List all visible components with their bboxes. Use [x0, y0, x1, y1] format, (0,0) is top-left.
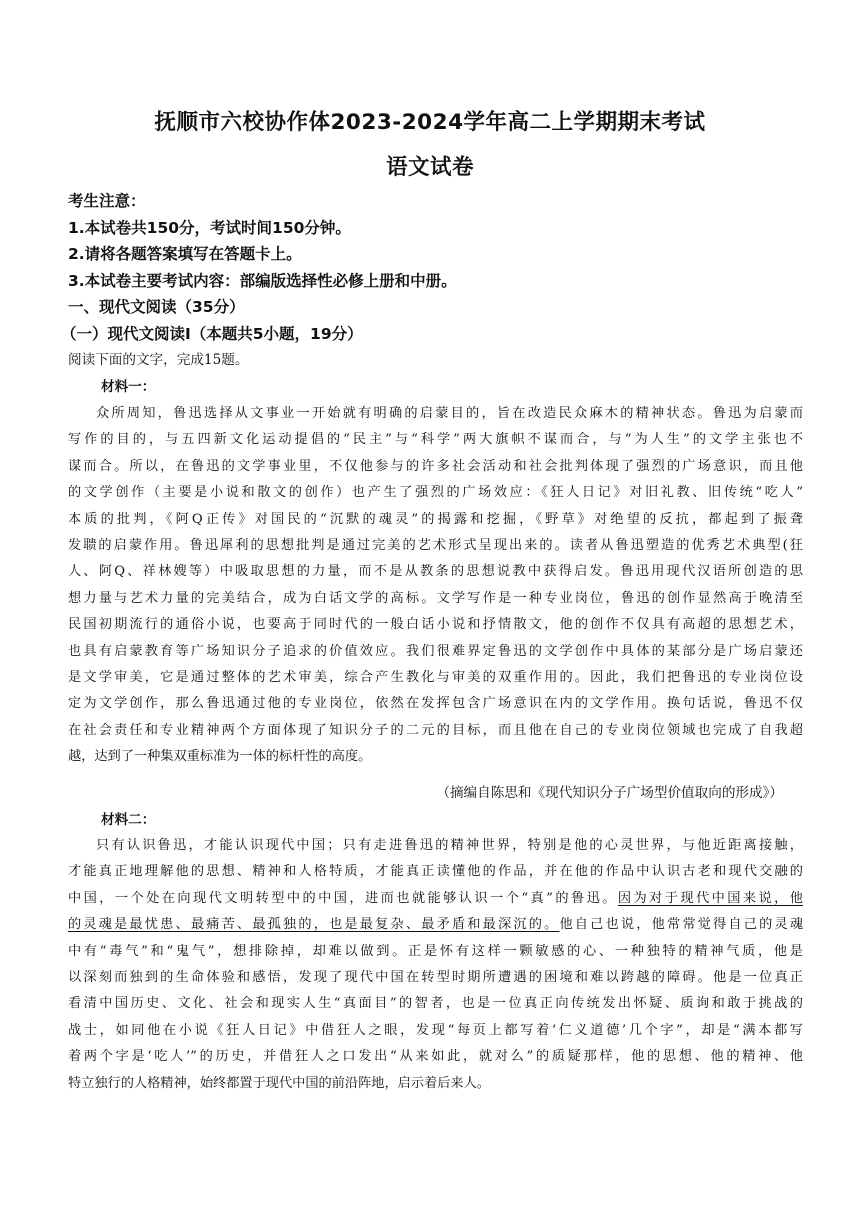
- material-2-line: [68, 912, 803, 938]
- material-2-line: 着两个字是‘吃人’”的历史，并借狂人之口发出“从来如此，就对么”的质疑那样，他的思想、他的精神、他: [68, 1049, 803, 1065]
- material-1-line: 谋而合。所以，在鲁迅的文学事业里，不仅他参与的许多社会活动和社会批判体现了强烈的广场意识，而且他: [68, 458, 803, 474]
- material-1-line: 写作的目的，与五四新文化运动提倡的“民主”与“科学”两大旗帜不谋而合，与“为人生”的文学主张也不: [68, 432, 803, 448]
- material-2-body: [68, 833, 803, 1097]
- material-1-line: 想力量与艺术力量的完美结合，成为白话文学的高标。文学写作是一种专业岗位，鲁迅的创作显然高于晚清至: [68, 590, 803, 606]
- material-1-line: 定为文学创作，那么鲁迅通过他的专业岗位，依然在发挥包含广场意识在内的文学作用。换句话说，鲁迅不仅: [68, 696, 803, 712]
- section-subtitle: （一）现代文阅读Ⅰ（本题共5小题，19分）: [61, 324, 363, 343]
- material-2-line: [68, 886, 803, 912]
- material-2-text: 他自己也说，他常常觉得自己的灵魂: [559, 917, 804, 933]
- underlined-sentence: 的灵魂是最忧患、最痛苦、最孤独的，也是最复杂、最矛盾和最深沉的。: [68, 917, 560, 933]
- material-1-line: 也具有启蒙教育等广场知识分子追求的价值效应。我们很难界定鲁迅的文学创作中具体的某部分是广场启蒙还: [68, 643, 803, 659]
- material-1-line: 在社会责任和专业精神两个方面体现了知识分子的二元的目标，而且他在自己的专业岗位领域也完成了自我超: [68, 722, 803, 738]
- material-2-line: 只有认识鲁迅，才能认识现代中国；只有走进鲁迅的精神世界，特别是他的心灵世界，与他近距离接触，: [96, 838, 803, 853]
- material-1-line: 本质的批判，《阿Q正传》对国民的“沉默的魂灵”的揭露和挖掘，《野草》对绝望的反抗，都起到了振聋: [68, 511, 803, 527]
- material-2-line: 特立独行的人格精神，始终都置于现代中国的前沿阵地，启示着后来人。: [68, 1075, 490, 1091]
- material-1-line: 是文学审美，它是通过整体的艺术审美，综合产生教化与审美的双重作用的。因此，我们把鲁迅的专业岗位设: [68, 670, 803, 686]
- underlined-sentence: 因为对于现代中国来说，他: [617, 890, 803, 906]
- material-1-label: 材料一：: [101, 378, 156, 395]
- notice-block: [61, 188, 803, 400]
- material-2-label: 材料二：: [101, 811, 156, 828]
- material-2-line: 才能真正地理解他的思想、精神和人格特质，才能真正读懂他的作品，并在他的作品中认识古老和现代交融的: [68, 864, 803, 880]
- material-1-source: （摘编自陈思和《现代知识分子广场型价值取向的形成》）: [436, 785, 783, 801]
- notice-item-1: 1.本试卷共150分，考试时间150分钟。: [68, 218, 351, 237]
- notice-item-3: 3.本试卷主要考试内容：部编版选择性必修上册和中册。: [68, 271, 457, 290]
- exam-subtitle: 语文试卷: [385, 155, 474, 180]
- material-1-line: 人、阿Q、祥林嫂等）中吸取思想的力量，而不是从教条的思想说教中获得启发。鲁迅用现代汉语所创造的思: [68, 564, 803, 580]
- material-1-line: 的文学创作（主要是小说和散文的创作）也产生了强烈的广场效应：《狂人日记》对旧礼教、旧传统“吃人”: [68, 485, 803, 501]
- material-1-line: 民国初期流行的通俗小说，也要高于同时代的一般白话小说和抒情散文，他的创作不仅具有高超的思想艺术，: [68, 617, 803, 633]
- exam-title: 抚顺市六校协作体2023-2024学年高二上学期期末考试: [154, 110, 706, 135]
- material-2-line: 中有“毒气”和“鬼气”，想排除掉，却难以做到。正是怀有这样一颗敏感的心、一种独特的精神气质，他是: [68, 943, 803, 959]
- notice-item-2: 2.请将各题答案填写在答题卡上。: [68, 245, 302, 263]
- material-1-line: 发聩的启蒙作用。鲁迅犀利的思想批判是通过完美的艺术形式呈现出来的。读者从鲁迅塑造的优秀艺术典型(狂: [68, 538, 803, 554]
- material-1-line: 众所周知，鲁迅选择从文事业一开始就有明确的启蒙目的，旨在改造民众麻木的精神状态。鲁迅为启蒙而: [96, 406, 803, 421]
- material-2-line: 战士，如同他在小说《狂人日记》中借狂人之眼，发现“每页上都写着‘仁义道德’几个字”，却是“满本都写: [68, 1022, 803, 1038]
- notice-heading: 考生注意：: [68, 192, 146, 210]
- material-1-source-block: [68, 780, 803, 833]
- material-1-body: [68, 401, 803, 771]
- material-2-line: 以深刻而独到的生命体验和感悟，发现了现代中国在转型时期所遭遇的困境和难以跨越的障碍。他是一位真正: [68, 970, 803, 986]
- material-1-line: 越，达到了一种集双重标准为一体的标杆性的高度。: [68, 749, 372, 765]
- section-instruction: 阅读下面的文字，完成15题。: [68, 352, 249, 368]
- material-2-line: 看清中国历史、文化、社会和现实人生“真面目”的智者，也是一位真正向传统发出怀疑、质询和敢于挑战的: [68, 996, 803, 1012]
- section-title: 一、现代文阅读（35分）: [68, 298, 245, 316]
- material-2-text: 中国，一个处在向现代文明转型中的中国，进而也就能够认识一个“真”的鲁迅。: [68, 890, 618, 906]
